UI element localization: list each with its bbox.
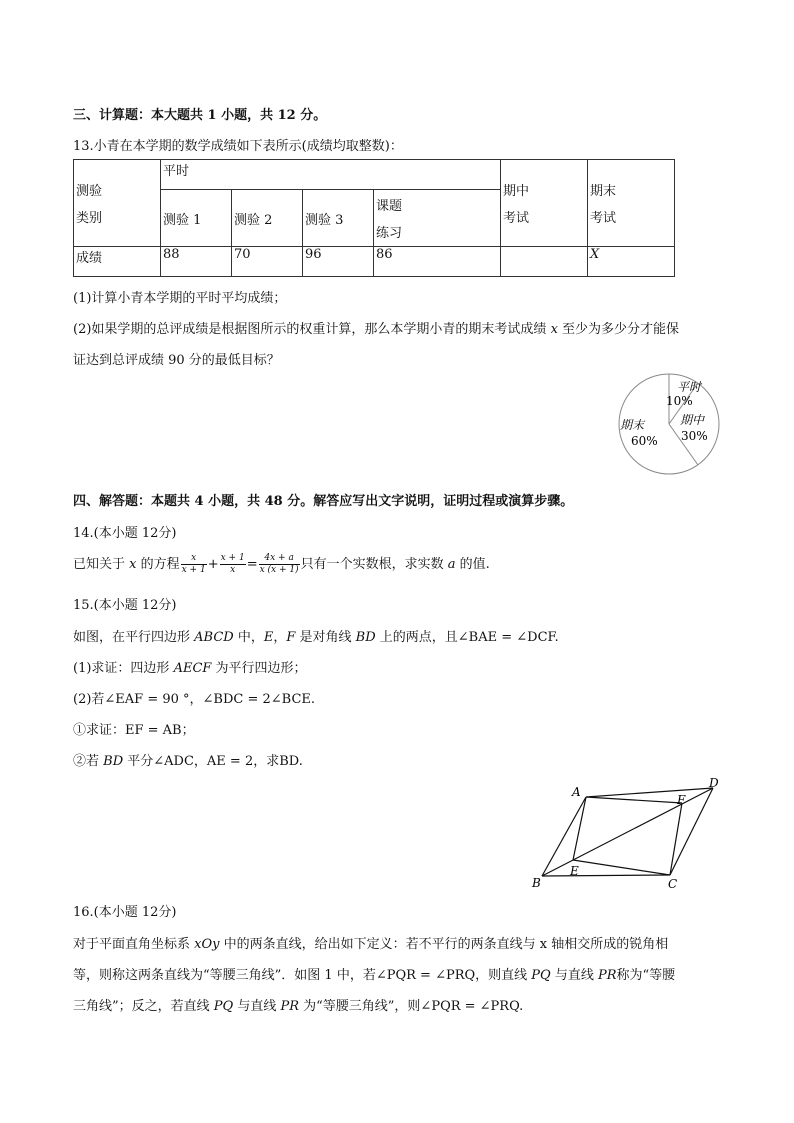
score-test1: 88 [161, 247, 232, 277]
pie-pct-qizhong: 30% [681, 429, 708, 443]
q16-line3-pr: PR [280, 999, 299, 1014]
label-f: F [677, 793, 686, 807]
q16-line3-pq: PQ [213, 999, 234, 1014]
q14-header: 14.(本小题 12分) [73, 526, 177, 541]
parallelogram-figure [525, 772, 730, 892]
pie-label-qizhong: 期中 [680, 413, 705, 427]
q13-part1: (1)计算小青本学期的平时平均成绩； [73, 291, 287, 306]
q15-sub2-b: 平分∠ADC，AE = 2，求BD. [123, 754, 303, 769]
score-project: 86 [374, 247, 501, 277]
q16-line2-b: 与直线 [550, 968, 598, 983]
q15-e: E [263, 630, 274, 645]
diagonal-bd [542, 788, 713, 876]
midterm-line1: 期中 [503, 184, 530, 199]
fraction-1 [181, 553, 207, 576]
q16-line2-pq: PQ [531, 968, 551, 983]
label-b: B [532, 876, 541, 890]
section-3-heading: 三、计算题：本大题共 1 小题，共 12 分。 [73, 108, 327, 123]
score-label: 成绩 [74, 247, 161, 277]
fraction-1-num: x [181, 553, 207, 565]
row-header-line2: 类别 [76, 211, 103, 226]
fraction-3-num: 4x + a [259, 553, 300, 565]
label-d: D [709, 776, 719, 790]
q16-line2-c: 称为“等腰 [616, 968, 676, 983]
test2-header: 测验 2 [232, 190, 303, 247]
q13-part2-text-b: 至少为多少分才能保 [557, 322, 680, 337]
row-header-cell [74, 160, 161, 247]
q13-part2-text-a: (2)如果学期的总评成绩是根据图所示的权重计算，那么本学期小青的期末考试成绩 [73, 322, 551, 337]
test1-header: 测验 1 [161, 190, 232, 247]
label-e: E [570, 864, 579, 878]
fraction-1-den: x + 1 [181, 565, 206, 575]
fraction-2-den: x [230, 565, 236, 575]
q15-sub2-a: ②若 [73, 754, 104, 769]
score-midterm [501, 247, 588, 277]
segment-ec [573, 860, 670, 875]
q14-plus: + [207, 557, 219, 572]
fraction-3 [259, 553, 300, 576]
q16-line1-a: 对于平面直角坐标系 [73, 937, 195, 952]
fraction-2-num: x + 1 [220, 553, 245, 563]
q13-stem: 13.小青在本学期的数学成绩如下表所示(成绩均取整数)： [73, 139, 403, 154]
q14-text-b: 的方程 [136, 557, 180, 572]
q13-part2-line1 [73, 318, 679, 337]
fraction-3-den: x (x + 1) [259, 565, 299, 575]
q15-part1-b: 为平行四边形； [211, 661, 307, 676]
midterm-header [501, 160, 588, 247]
q16-line2-pr: PR [597, 968, 617, 983]
q16-line3-c: 为“等腰三角线”，则∠PQR = ∠PRQ. [299, 999, 524, 1014]
test3-header: 测验 3 [303, 190, 374, 247]
q16-header: 16.(本小题 12分) [73, 905, 177, 920]
q14-equation-line [73, 551, 490, 579]
edge-cb [542, 875, 670, 876]
q15-text-a: 如图，在平行四边形 [73, 630, 195, 645]
pie-label-qimo: 期末 [620, 418, 645, 432]
midterm-line2: 考试 [503, 211, 530, 226]
q15-aecf: AECF [173, 661, 212, 676]
edge-ad [586, 788, 713, 797]
q16-line1 [73, 933, 668, 952]
q16-xoy: xOy [194, 937, 220, 952]
q15-text-e: 上的两点，且∠BAE = ∠DCF. [375, 630, 559, 645]
project-line2: 练习 [376, 226, 403, 241]
pie-label-pingshi: 平时 [677, 380, 702, 394]
q16-line3-a: 三角线”；反之，若直线 [73, 999, 214, 1014]
q15-sub2 [73, 750, 303, 769]
q15-text-b: 中， [233, 630, 264, 645]
q15-sub1: ①求证：EF = AB； [73, 723, 195, 738]
q15-part2: (2)若∠EAF = 90 °，∠BDC = 2∠BCE. [73, 692, 316, 707]
q14-var-x: x [129, 557, 137, 572]
final-line1: 期末 [590, 184, 617, 199]
score-test2: 70 [232, 247, 303, 277]
final-header [588, 160, 675, 247]
q15-sub2-bd: BD [103, 754, 124, 769]
q13-part2-line2: 证达到总评成绩 90 分的最低目标？ [73, 353, 280, 368]
pie-pct-qimo: 60% [631, 434, 658, 448]
project-header [374, 190, 501, 247]
q15-part1 [73, 657, 307, 676]
q15-text-d: 是对角线 [295, 630, 356, 645]
q16-line2-a: 等，则称这两条直线为“等腰三角线”．如图 1 中，若∠PQR = ∠PRQ，则直线 [73, 968, 532, 983]
fraction-2 [220, 553, 246, 576]
q16-line2 [73, 964, 675, 983]
q14-equals: = [246, 557, 258, 572]
q15-abcd: ABCD [194, 630, 234, 645]
row-header-line1: 测验 [76, 184, 103, 199]
q14-text-d: 的值. [455, 557, 490, 572]
score-test3: 96 [303, 247, 374, 277]
q15-bd: BD [355, 630, 376, 645]
q15-header: 15.(本小题 12分) [73, 598, 177, 613]
score-table [73, 159, 675, 277]
q16-line3-b: 与直线 [233, 999, 281, 1014]
pingshi-header: 平时 [161, 160, 501, 190]
label-a: A [572, 785, 581, 799]
q15-line1 [73, 626, 559, 645]
score-final: X [588, 247, 675, 277]
q14-text-a: 已知关于 [73, 557, 130, 572]
pie-pct-pingshi: 10% [666, 394, 693, 408]
q14-text-c: 只有一个实数根，求实数 [300, 557, 448, 572]
q14-var-a: a [447, 557, 456, 572]
q15-text-c: ， [273, 630, 287, 645]
q16-line1-b: 中的两条直线，给出如下定义：若不平行的两条直线与 x 轴相交所成的锐角相 [219, 937, 669, 952]
q13-part2-var: x [550, 322, 558, 337]
q15-part1-a: (1)求证：四边形 [73, 661, 174, 676]
segment-af [586, 797, 682, 803]
section-4-heading: 四、解答题：本题共 4 小题，共 48 分。解答应写出文字说明，证明过程或演算步骤。 [73, 494, 574, 509]
final-line2: 考试 [590, 211, 617, 226]
q16-line3 [73, 995, 523, 1014]
segment-ae [573, 797, 586, 860]
weight-pie-chart [610, 370, 730, 485]
q15-f: F [286, 630, 296, 645]
project-line1: 课题 [376, 199, 403, 214]
label-c: C [668, 877, 678, 891]
